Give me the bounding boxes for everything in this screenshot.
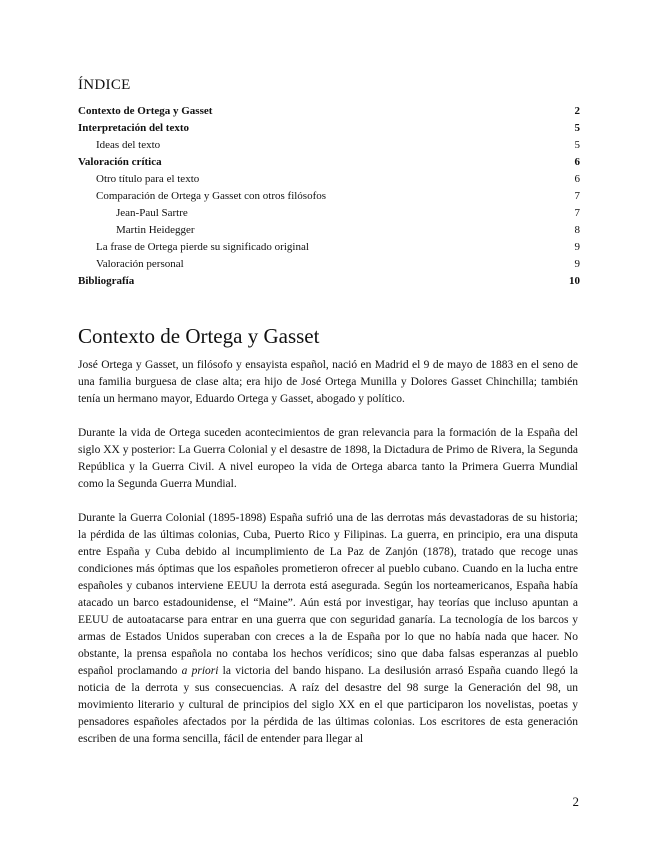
italic-phrase: a priori (181, 665, 219, 677)
toc-entry-page: 10 (569, 275, 580, 287)
toc-entry[interactable] (78, 154, 580, 171)
toc-entry-page: 6 (574, 156, 580, 168)
toc-entry[interactable] (78, 239, 580, 256)
toc-entry-label: Valoración personal (96, 258, 184, 270)
toc-entry-page: 9 (574, 258, 580, 270)
toc-entry-label: Martin Heidegger (116, 224, 195, 236)
toc-entry-label: Bibliografía (78, 275, 135, 287)
toc-entry-page: 5 (574, 139, 580, 151)
section-heading: Contexto de Ortega y Gasset (78, 324, 320, 348)
toc-entry-page: 5 (574, 122, 580, 134)
toc-entry-label: Contexto de Ortega y Gasset (78, 105, 213, 117)
toc-entry-label: Jean-Paul Sartre (116, 207, 188, 219)
toc-entry[interactable] (78, 103, 580, 120)
toc-entry[interactable] (78, 222, 580, 239)
toc-entry[interactable] (78, 205, 580, 222)
toc-entry-page: 8 (574, 224, 580, 236)
paragraph: Durante la vida de Ortega suceden acontecimientos de gran relevancia para la formación de la España del siglo XX y posterior: La Guerra Colonial y el desastre de 1898, la Dictadura de Primo de Rivera, la Segunda República y la Guerra Civil. A nivel europeo la vida de Ortega abarca tanto la Primera Guerra Mundial como la Segunda Guerra Mundial. (78, 427, 578, 490)
paragraph-text: la victoria del bando hispano. La desilusión arrasó España cuando llegó la noticia de la derrota y sus consecuencias. A raíz del desastre del 98 surge la Generación del 98, un movimiento literario y cultural de principios del siglo XX en el que participaron los novelistas, poetas y pensadores españoles afectados por la pérdida de las últimas colonias. Los escritores de esta generación escriben de una forma sencilla, fácil de entender para llegar al (78, 665, 578, 745)
toc-entry[interactable] (78, 120, 580, 137)
paragraph: José Ortega y Gasset, un filósofo y ensayista español, nació en Madrid el 9 de mayo de 1883 en el seno de una familia burguesa de clase alta; era hijo de José Ortega Munilla y Dolores Gasset Chinchilla; también tenía un hermano mayor, Eduardo Ortega y Gasset, abogado y político. (78, 359, 578, 405)
toc-entry-label: Comparación de Ortega y Gasset con otros filósofos (96, 190, 327, 202)
toc-entry[interactable] (78, 256, 580, 273)
toc-entry-page: 7 (574, 190, 580, 202)
toc-title: ÍNDICE (78, 77, 131, 93)
toc-entry-label: La frase de Ortega pierde su significado original (96, 241, 309, 253)
table-of-contents (78, 103, 580, 290)
toc-entry-page: 2 (574, 105, 580, 117)
toc-entry[interactable] (78, 171, 580, 188)
toc-entry[interactable] (78, 273, 580, 290)
toc-entry-page: 6 (574, 173, 580, 185)
toc-entry[interactable] (78, 188, 580, 205)
toc-entry[interactable] (78, 137, 580, 154)
toc-entry-page: 7 (574, 207, 580, 219)
paragraph-text: Durante la Guerra Colonial (1895-1898) España sufrió una de las derrotas más devastadoras de su historia; la pérdida de las últimas colonias, Cuba, Puerto Rico y Filipinas. La guerra, en principio, era una disputa entre España y Cuba debido al incumplimiento de La Paz de Zanjón (1878), tratado que recoge unas condiciones más óptimas que los españoles prometieron ofrecer al pueblo cubano. Cuando en la lucha entre españoles y cubanos interviene EEUU la derrota está asegurada. Según los norteamericanos, España había atacado un barco estadounidense, el “Maine”. Aún está por investigar, hay teorías que incluso apuntan a EEUU de autoatacarse para entrar en una guerra que con seguridad ganaría. La tecnología de los barcos y armas de Estados Unidos superaban con creces a la de España por lo que no había nada que hacer. No obstante, la prensa española no contaba los hechos verídicos; sino que daba falsas esperanzas al pueblo español proclamando (78, 512, 578, 677)
toc-entry-label: Valoración crítica (78, 156, 162, 168)
toc-entry-page: 9 (574, 241, 580, 253)
toc-entry-label: Otro título para el texto (96, 173, 200, 185)
toc-entry-label: Interpretación del texto (78, 122, 189, 134)
page-number: 2 (572, 794, 579, 809)
toc-entry-label: Ideas del texto (96, 139, 161, 151)
paragraph (78, 510, 578, 748)
body-text (78, 357, 578, 748)
